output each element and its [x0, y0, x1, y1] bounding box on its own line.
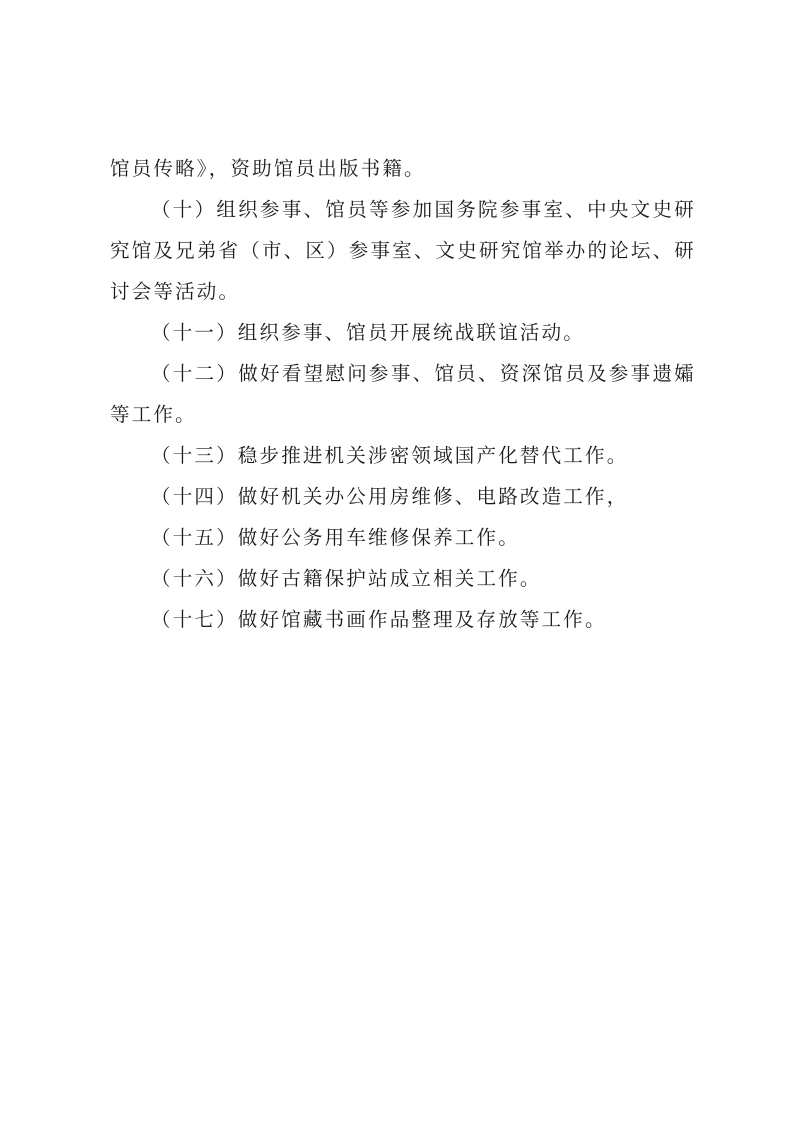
- paragraph-item-12: （十二）做好看望慰问参事、馆员、资深馆员及参事遗孀等工作。: [110, 362, 696, 426]
- paragraph-item-14: （十四）做好机关办公用房维修、电路改造工作，: [151, 485, 629, 508]
- paragraph-item-11: （十一）组织参事、馆员开展统战联谊活动。: [151, 321, 586, 344]
- paragraph-item-17: （十七）做好馆藏书画作品整理及存放等工作。: [151, 608, 607, 631]
- paragraph-item-15: （十五）做好公务用车维修保养工作。: [151, 526, 520, 549]
- paragraph-item-13: （十三）稳步推进机关涉密领域国产化替代工作。: [151, 444, 629, 467]
- paragraph-item-16: （十六）做好古籍保护站成立相关工作。: [151, 567, 542, 590]
- paragraph-continuation: 馆员传略》，资助馆员出版书籍。: [110, 157, 426, 180]
- paragraph-item-10: （十）组织参事、馆员等参加国务院参事室、中央文史研究馆及兄弟省（市、区）参事室、文史研究馆举办的论坛、研讨会等活动。: [110, 198, 696, 303]
- document-body: [110, 148, 696, 640]
